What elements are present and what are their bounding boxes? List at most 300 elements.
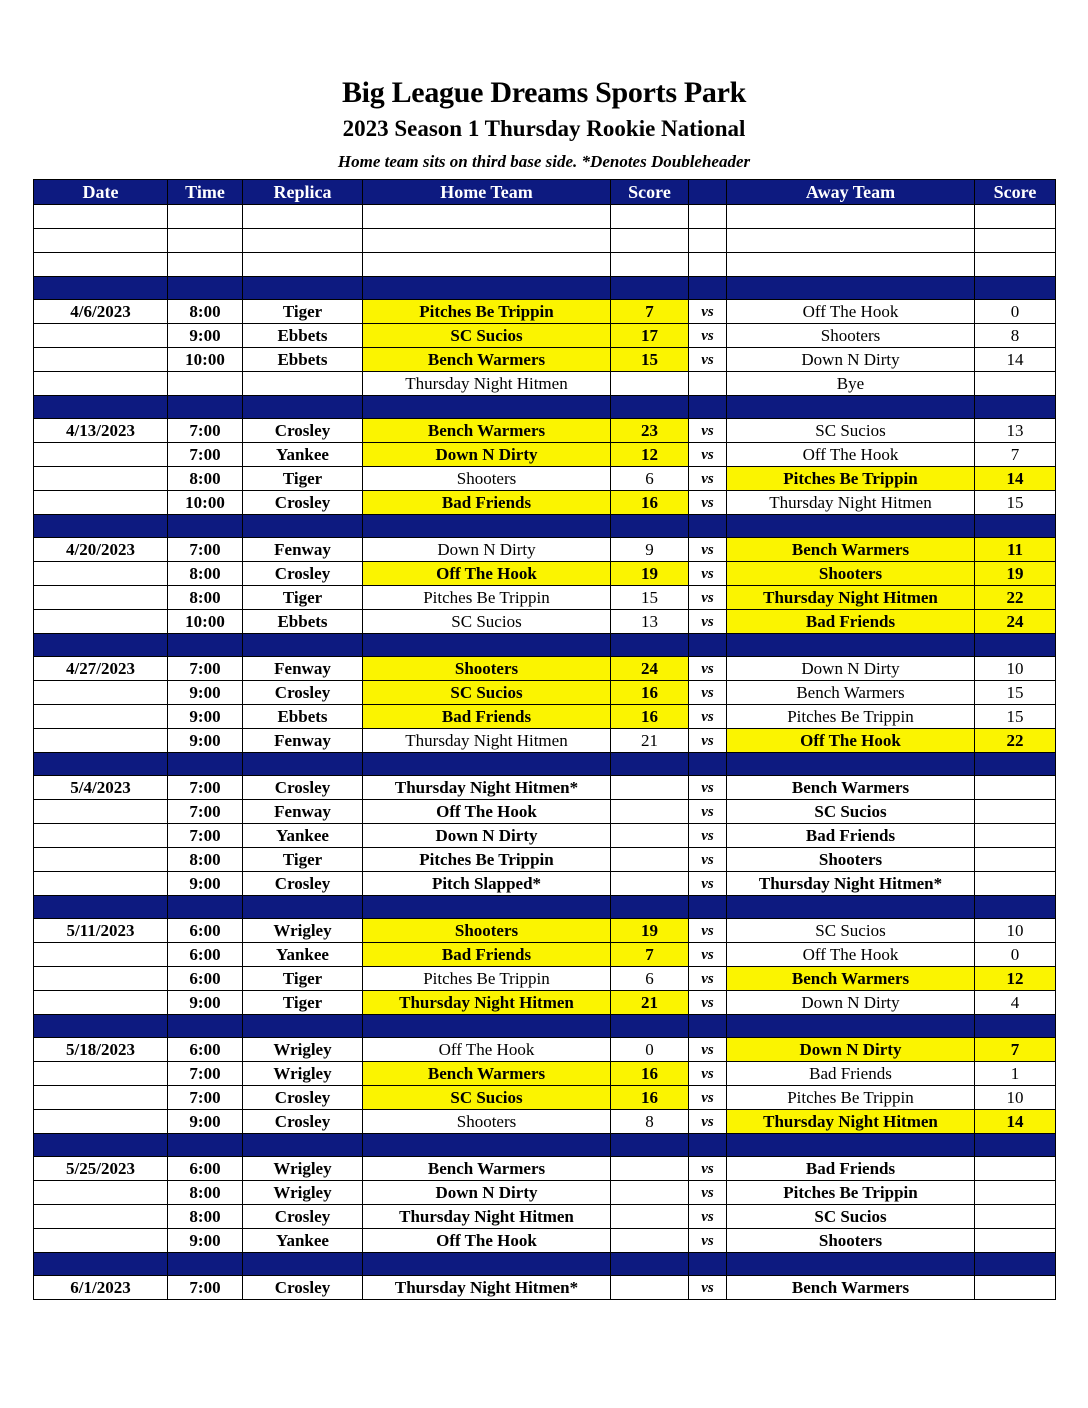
home-score [611,872,689,896]
game-field: Fenway [243,729,363,753]
game-field: Ebbets [243,610,363,634]
game-date [34,681,168,705]
week-separator [34,396,1056,419]
away-team: Shooters [727,848,975,872]
game-date [34,1086,168,1110]
game-row [34,443,1056,467]
home-score: 23 [611,419,689,443]
game-time: 6:00 [168,1038,243,1062]
home-team: Bad Friends [363,943,611,967]
away-score: 14 [975,1110,1056,1134]
game-row [34,657,1056,681]
game-time: 7:00 [168,824,243,848]
game-time: 9:00 [168,1229,243,1253]
game-field: Ebbets [243,324,363,348]
game-row [34,538,1056,562]
game-date: 5/4/2023 [34,776,168,800]
game-time: 8:00 [168,1181,243,1205]
game-time: 9:00 [168,324,243,348]
home-score [611,1205,689,1229]
col-home-team: Home Team [363,180,611,205]
game-row [34,1062,1056,1086]
home-team: Off The Hook [363,1038,611,1062]
home-team: Off The Hook [363,800,611,824]
game-field: Ebbets [243,705,363,729]
week-separator [34,1134,1056,1157]
game-date [34,491,168,515]
vs-label: vs [689,967,727,991]
col-away-team: Away Team [727,180,975,205]
away-score: 22 [975,586,1056,610]
home-team: Shooters [363,657,611,681]
away-team: Bad Friends [727,610,975,634]
game-row [34,705,1056,729]
home-team: Shooters [363,919,611,943]
game-date [34,610,168,634]
game-row [34,729,1056,753]
home-score [611,824,689,848]
vs-label: vs [689,562,727,586]
vs-label: vs [689,705,727,729]
schedule-note: Home team sits on third base side. *Denotes Doubleheader [337,152,751,171]
away-score: 10 [975,1086,1056,1110]
home-score: 21 [611,729,689,753]
game-field: Wrigley [243,1181,363,1205]
home-score: 16 [611,491,689,515]
game-row [34,776,1056,800]
game-field: Yankee [243,943,363,967]
home-score [611,1157,689,1181]
vs-label: vs [689,848,727,872]
game-row [34,491,1056,515]
home-team: Off The Hook [363,562,611,586]
away-score [975,848,1056,872]
home-team: Bench Warmers [363,1157,611,1181]
game-time: 8:00 [168,1205,243,1229]
game-row [34,586,1056,610]
away-team: SC Sucios [727,919,975,943]
away-team: Off The Hook [727,443,975,467]
home-team: Down N Dirty [363,1181,611,1205]
away-team: Shooters [727,324,975,348]
page-title: Big League Dreams Sports Park [341,76,747,109]
game-date [34,372,168,396]
home-score [611,800,689,824]
game-field: Tiger [243,300,363,324]
game-date [34,562,168,586]
home-team: Off The Hook [363,1229,611,1253]
game-date [34,1110,168,1134]
schedule-table [33,179,1056,1300]
home-score: 16 [611,1086,689,1110]
game-field: Crosley [243,1086,363,1110]
away-score: 24 [975,610,1056,634]
game-time: 9:00 [168,681,243,705]
col-time: Time [168,180,243,205]
blank-row [34,205,1056,229]
game-time: 9:00 [168,1110,243,1134]
vs-label: vs [689,1086,727,1110]
away-team: Pitches Be Trippin [727,467,975,491]
game-date [34,348,168,372]
game-field: Wrigley [243,1038,363,1062]
game-time: 9:00 [168,705,243,729]
home-score [611,848,689,872]
game-field: Crosley [243,1110,363,1134]
game-date [34,586,168,610]
home-score: 8 [611,1110,689,1134]
away-team: Down N Dirty [727,348,975,372]
home-team: Pitch Slapped* [363,872,611,896]
game-field: Fenway [243,800,363,824]
home-team: Pitches Be Trippin [363,586,611,610]
game-time: 6:00 [168,967,243,991]
home-team: Pitches Be Trippin [363,967,611,991]
game-date [34,705,168,729]
game-row [34,991,1056,1015]
game-row [34,610,1056,634]
home-score: 15 [611,348,689,372]
vs-label: vs [689,1062,727,1086]
away-team: Thursday Night Hitmen [727,586,975,610]
home-score: 12 [611,443,689,467]
away-team: Bench Warmers [727,681,975,705]
home-score: 19 [611,919,689,943]
game-field: Yankee [243,1229,363,1253]
game-field: Yankee [243,443,363,467]
game-field: Yankee [243,824,363,848]
col-away-score: Score [975,180,1056,205]
vs-label: vs [689,1229,727,1253]
home-team: SC Sucios [363,681,611,705]
game-date [34,991,168,1015]
game-date [34,1205,168,1229]
away-team: Thursday Night Hitmen* [727,872,975,896]
home-score [611,372,689,396]
away-score: 11 [975,538,1056,562]
away-score: 0 [975,943,1056,967]
home-team: Thursday Night Hitmen [363,729,611,753]
game-field: Tiger [243,967,363,991]
game-field: Crosley [243,1276,363,1300]
game-field: Crosley [243,872,363,896]
page-subtitle: 2023 Season 1 Thursday Rookie National [342,116,746,141]
away-score: 8 [975,324,1056,348]
home-team: Down N Dirty [363,538,611,562]
game-time: 9:00 [168,872,243,896]
game-time: 10:00 [168,491,243,515]
home-team: Bad Friends [363,491,611,515]
away-score [975,800,1056,824]
game-date [34,800,168,824]
home-team: Down N Dirty [363,443,611,467]
game-date [34,943,168,967]
game-row [34,800,1056,824]
away-score: 15 [975,705,1056,729]
away-team: Down N Dirty [727,991,975,1015]
week-separator [34,896,1056,919]
game-time: 7:00 [168,1276,243,1300]
home-team: Thursday Night Hitmen [363,372,611,396]
game-date [34,1229,168,1253]
vs-label [689,372,727,396]
vs-label: vs [689,872,727,896]
game-time: 8:00 [168,467,243,491]
game-date: 5/11/2023 [34,919,168,943]
home-team: Thursday Night Hitmen* [363,776,611,800]
home-team: Thursday Night Hitmen [363,1205,611,1229]
away-score [975,1205,1056,1229]
game-row [34,1086,1056,1110]
home-team: Pitches Be Trippin [363,300,611,324]
game-row [34,300,1056,324]
game-date: 4/13/2023 [34,419,168,443]
vs-label: vs [689,919,727,943]
game-row [34,467,1056,491]
game-row [34,562,1056,586]
game-time: 10:00 [168,610,243,634]
home-team: Shooters [363,467,611,491]
col-replica: Replica [243,180,363,205]
game-row [34,681,1056,705]
game-row [34,1205,1056,1229]
away-score: 13 [975,419,1056,443]
away-score [975,1181,1056,1205]
week-separator [34,515,1056,538]
vs-label: vs [689,348,727,372]
week-separator [34,753,1056,776]
home-team: Thursday Night Hitmen* [363,1276,611,1300]
col-vs [689,180,727,205]
away-score [975,372,1056,396]
away-team: Thursday Night Hitmen [727,1110,975,1134]
col-date: Date [34,180,168,205]
game-time: 9:00 [168,729,243,753]
game-row [34,919,1056,943]
home-team: SC Sucios [363,1086,611,1110]
game-field: Wrigley [243,919,363,943]
game-time: 7:00 [168,538,243,562]
away-score: 22 [975,729,1056,753]
game-date [34,1062,168,1086]
away-team: Bad Friends [727,824,975,848]
home-score: 0 [611,1038,689,1062]
away-team: Off The Hook [727,729,975,753]
home-score: 13 [611,610,689,634]
vs-label: vs [689,824,727,848]
vs-label: vs [689,586,727,610]
game-time: 8:00 [168,300,243,324]
schedule-body [34,205,1056,1300]
home-score: 16 [611,705,689,729]
game-field: Crosley [243,491,363,515]
game-field: Fenway [243,657,363,681]
game-row [34,1110,1056,1134]
game-time: 7:00 [168,419,243,443]
home-team: SC Sucios [363,610,611,634]
home-score: 7 [611,300,689,324]
away-score: 19 [975,562,1056,586]
game-row [34,348,1056,372]
game-field: Crosley [243,419,363,443]
game-time: 7:00 [168,800,243,824]
away-team: Thursday Night Hitmen [727,491,975,515]
vs-label: vs [689,1038,727,1062]
vs-label: vs [689,729,727,753]
away-team: Bench Warmers [727,776,975,800]
game-field: Tiger [243,848,363,872]
home-score [611,1276,689,1300]
game-field: Tiger [243,467,363,491]
vs-label: vs [689,300,727,324]
away-team: Pitches Be Trippin [727,1181,975,1205]
away-score: 15 [975,681,1056,705]
away-score [975,824,1056,848]
away-score: 7 [975,443,1056,467]
away-score [975,1157,1056,1181]
vs-label: vs [689,681,727,705]
home-score: 7 [611,943,689,967]
home-score [611,1181,689,1205]
away-team: Bye [727,372,975,396]
game-field: Tiger [243,991,363,1015]
away-score [975,1276,1056,1300]
game-field: Fenway [243,538,363,562]
away-team: Pitches Be Trippin [727,1086,975,1110]
home-score: 17 [611,324,689,348]
away-team: Bad Friends [727,1157,975,1181]
away-team: Off The Hook [727,300,975,324]
game-time: 8:00 [168,586,243,610]
home-score [611,776,689,800]
home-score: 15 [611,586,689,610]
vs-label: vs [689,1157,727,1181]
game-field: Crosley [243,1205,363,1229]
week-separator [34,1253,1056,1276]
vs-label: vs [689,443,727,467]
away-team: Bench Warmers [727,538,975,562]
vs-label: vs [689,419,727,443]
game-row [34,848,1056,872]
game-date: 4/6/2023 [34,300,168,324]
game-row [34,372,1056,396]
game-time: 7:00 [168,776,243,800]
game-date [34,824,168,848]
game-field: Ebbets [243,348,363,372]
week-separator [34,1015,1056,1038]
away-score: 4 [975,991,1056,1015]
game-row [34,1276,1056,1300]
game-time: 8:00 [168,848,243,872]
header-row [34,180,1056,205]
home-team: Shooters [363,1110,611,1134]
away-score: 10 [975,919,1056,943]
away-score: 0 [975,300,1056,324]
game-row [34,1181,1056,1205]
game-date: 4/20/2023 [34,538,168,562]
vs-label: vs [689,1276,727,1300]
home-team: SC Sucios [363,324,611,348]
game-time: 10:00 [168,348,243,372]
away-score: 7 [975,1038,1056,1062]
away-score: 12 [975,967,1056,991]
game-field: Wrigley [243,1157,363,1181]
game-field: Crosley [243,562,363,586]
away-score: 14 [975,348,1056,372]
away-team: Pitches Be Trippin [727,705,975,729]
game-date [34,729,168,753]
game-time: 9:00 [168,991,243,1015]
game-date: 5/18/2023 [34,1038,168,1062]
away-team: SC Sucios [727,1205,975,1229]
game-row [34,1157,1056,1181]
game-time: 7:00 [168,657,243,681]
away-score: 1 [975,1062,1056,1086]
vs-label: vs [689,657,727,681]
away-team: Shooters [727,562,975,586]
away-team: SC Sucios [727,419,975,443]
game-date [34,1181,168,1205]
home-score: 16 [611,1062,689,1086]
home-team: Pitches Be Trippin [363,848,611,872]
away-score: 10 [975,657,1056,681]
vs-label: vs [689,1181,727,1205]
game-field: Tiger [243,586,363,610]
game-row [34,872,1056,896]
game-row [34,419,1056,443]
home-score [611,1229,689,1253]
vs-label: vs [689,491,727,515]
away-team: Bench Warmers [727,1276,975,1300]
game-date [34,967,168,991]
home-team: Bench Warmers [363,1062,611,1086]
game-field: Crosley [243,681,363,705]
away-team: Bench Warmers [727,967,975,991]
away-score [975,1229,1056,1253]
game-row [34,824,1056,848]
home-team: Bench Warmers [363,419,611,443]
home-score: 21 [611,991,689,1015]
game-field [243,372,363,396]
col-home-score: Score [611,180,689,205]
week-separator [34,634,1056,657]
away-team: Down N Dirty [727,1038,975,1062]
home-score: 9 [611,538,689,562]
home-team: Thursday Night Hitmen [363,991,611,1015]
game-time [168,372,243,396]
away-score: 14 [975,467,1056,491]
home-score: 19 [611,562,689,586]
game-time: 7:00 [168,1086,243,1110]
home-score: 16 [611,681,689,705]
game-date [34,324,168,348]
game-date: 4/27/2023 [34,657,168,681]
game-date [34,443,168,467]
away-score [975,776,1056,800]
vs-label: vs [689,776,727,800]
vs-label: vs [689,991,727,1015]
vs-label: vs [689,467,727,491]
home-score: 24 [611,657,689,681]
week-separator [34,277,1056,300]
away-team: SC Sucios [727,800,975,824]
away-score [975,872,1056,896]
game-date: 5/25/2023 [34,1157,168,1181]
game-time: 7:00 [168,1062,243,1086]
game-date [34,467,168,491]
vs-label: vs [689,610,727,634]
game-time: 6:00 [168,1157,243,1181]
